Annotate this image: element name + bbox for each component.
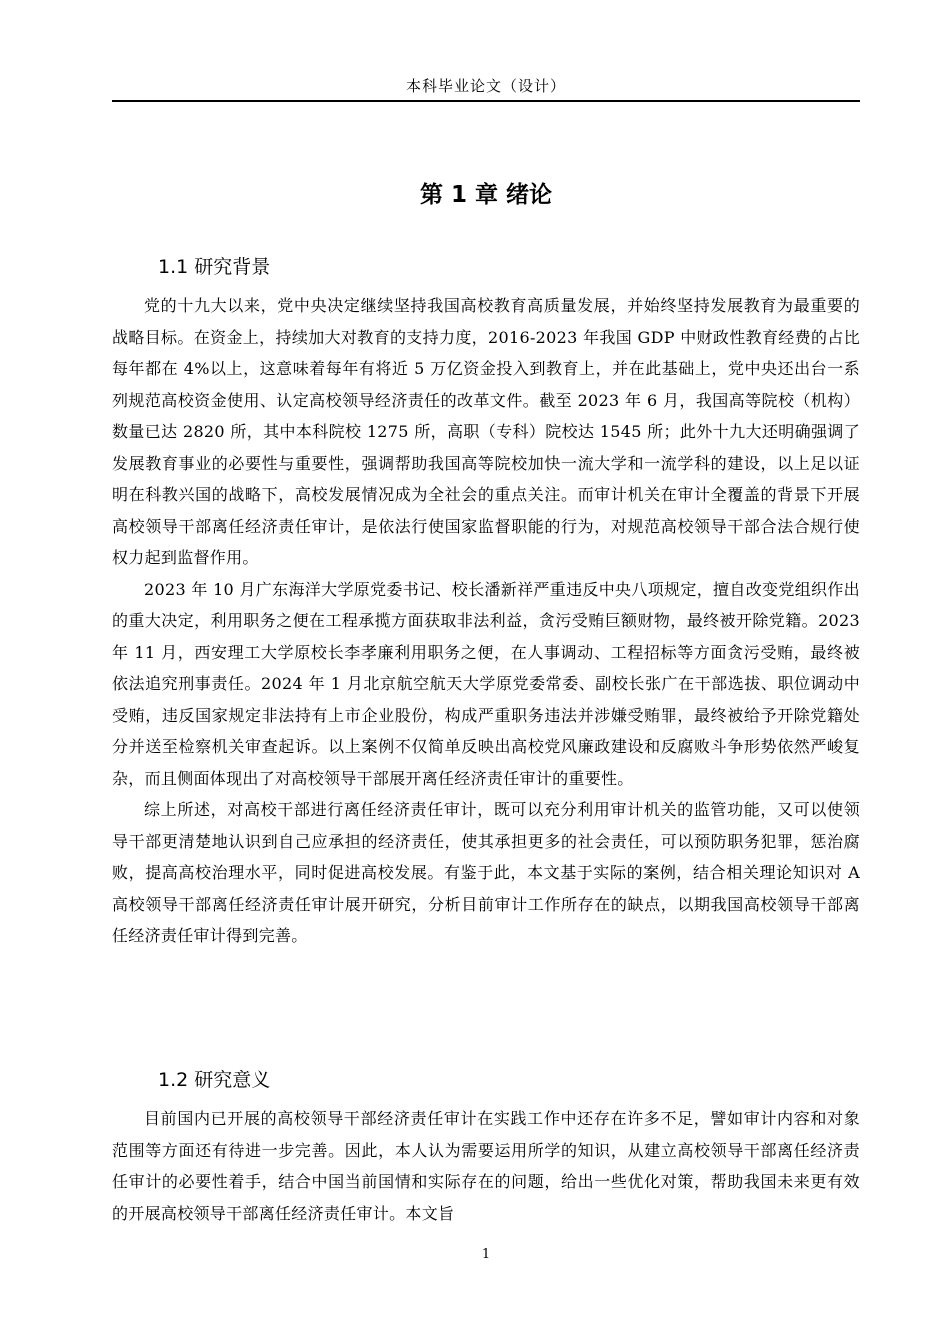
section-body-research-background [112, 290, 860, 952]
chapter-title: 第 1 章 绪论 [419, 182, 553, 208]
page-number: 1 [481, 1247, 491, 1262]
paragraph: 2023 年 10 月广东海洋大学原党委书记、校长潘新祥严重违反中央八项规定，擅自改变党组织作出的重大决定，利用职务之便在工程承揽方面获取非法利益，贪污受贿巨额财物，最终被开除党籍。2023 年 11 月，西安理工大学原校长李孝廉利用职务之便，在人事调动、工程招标等方面贪污受贿，最终被依法追究刑事责任。2024 年 1 月北京航空航天大学原党委常委、副校长张广在干部选拔、职位调动中受贿，违反国家规定非法持有上市企业股份，构成严重职务违法并涉嫌受贿罪，最终被给予开除党籍处分并送至检察机关审查起诉。以上案例不仅简单反映出高校党风廉政建设和反腐败斗争形势依然严峻复杂，而且侧面体现出了对高校领导干部展开离任经济责任审计的重要性。 [112, 579, 860, 788]
section-title-research-significance: 1.2 研究意义 [158, 1069, 271, 1091]
paragraph: 目前国内已开展的高校领导干部经济责任审计在实践工作中还存在许多不足，譬如审计内容和对象范围等方面还有待进一步完善。因此，本人认为需要运用所学的知识，从建立高校领导干部离任经济责任审计的必要性着手，结合中国当前国情和实际存在的问题，给出一些优化对策，帮助我国未来更有效的开展高校领导干部离任经济责任审计。本文旨 [112, 1109, 860, 1223]
paragraph: 综上所述，对高校干部进行离任经济责任审计，既可以充分利用审计机关的监管功能，又可以使领导干部更清楚地认识到自己应承担的经济责任，使其承担更多的社会责任，可以预防职务犯罪，惩治腐败，提高高校治理水平，同时促进高校发展。有鉴于此，本文基于实际的案例，结合相关理论知识对 A 高校领导干部离任经济责任审计展开研究，分析目前审计工作所存在的缺点，以期我国高校领导干部离任经济责任审计得到完善。 [112, 800, 860, 945]
header-rule [112, 100, 860, 102]
section-title-research-background: 1.1 研究背景 [158, 256, 271, 278]
running-header: 本科毕业论文（设计） [405, 77, 566, 95]
section-body-research-significance [112, 1103, 860, 1229]
paragraph: 党的十九大以来，党中央决定继续坚持我国高校教育高质量发展，并始终坚持发展教育为最重要的战略目标。在资金上，持续加大对教育的支持力度，2016-2023 年我国 GDP 中财政性教育经费的占比每年都在 4%以上，这意味着每年有将近 5 万亿资金投入到教育上，并在此基础上，党中央还出台一系列规范高校资金使用、认定高校领导经济责任的改革文件。截至 2023 年 6 月，我国高等院校（机构）数量已达 2820 所，其中本科院校 1275 所，高职（专科）院校达 1545 所；此外十九大还明确强调了发展教育事业的必要性与重要性，强调帮助我国高等院校加快一流大学和一流学科的建设，以上足以证明在科教兴国的战略下，高校发展情况成为全社会的重点关注。而审计机关在审计全覆盖的背景下开展高校领导干部离任经济责任审计，是依法行使国家监督职能的行为，对规范高校领导干部合法合规行使权力起到监督作用。 [112, 296, 860, 567]
